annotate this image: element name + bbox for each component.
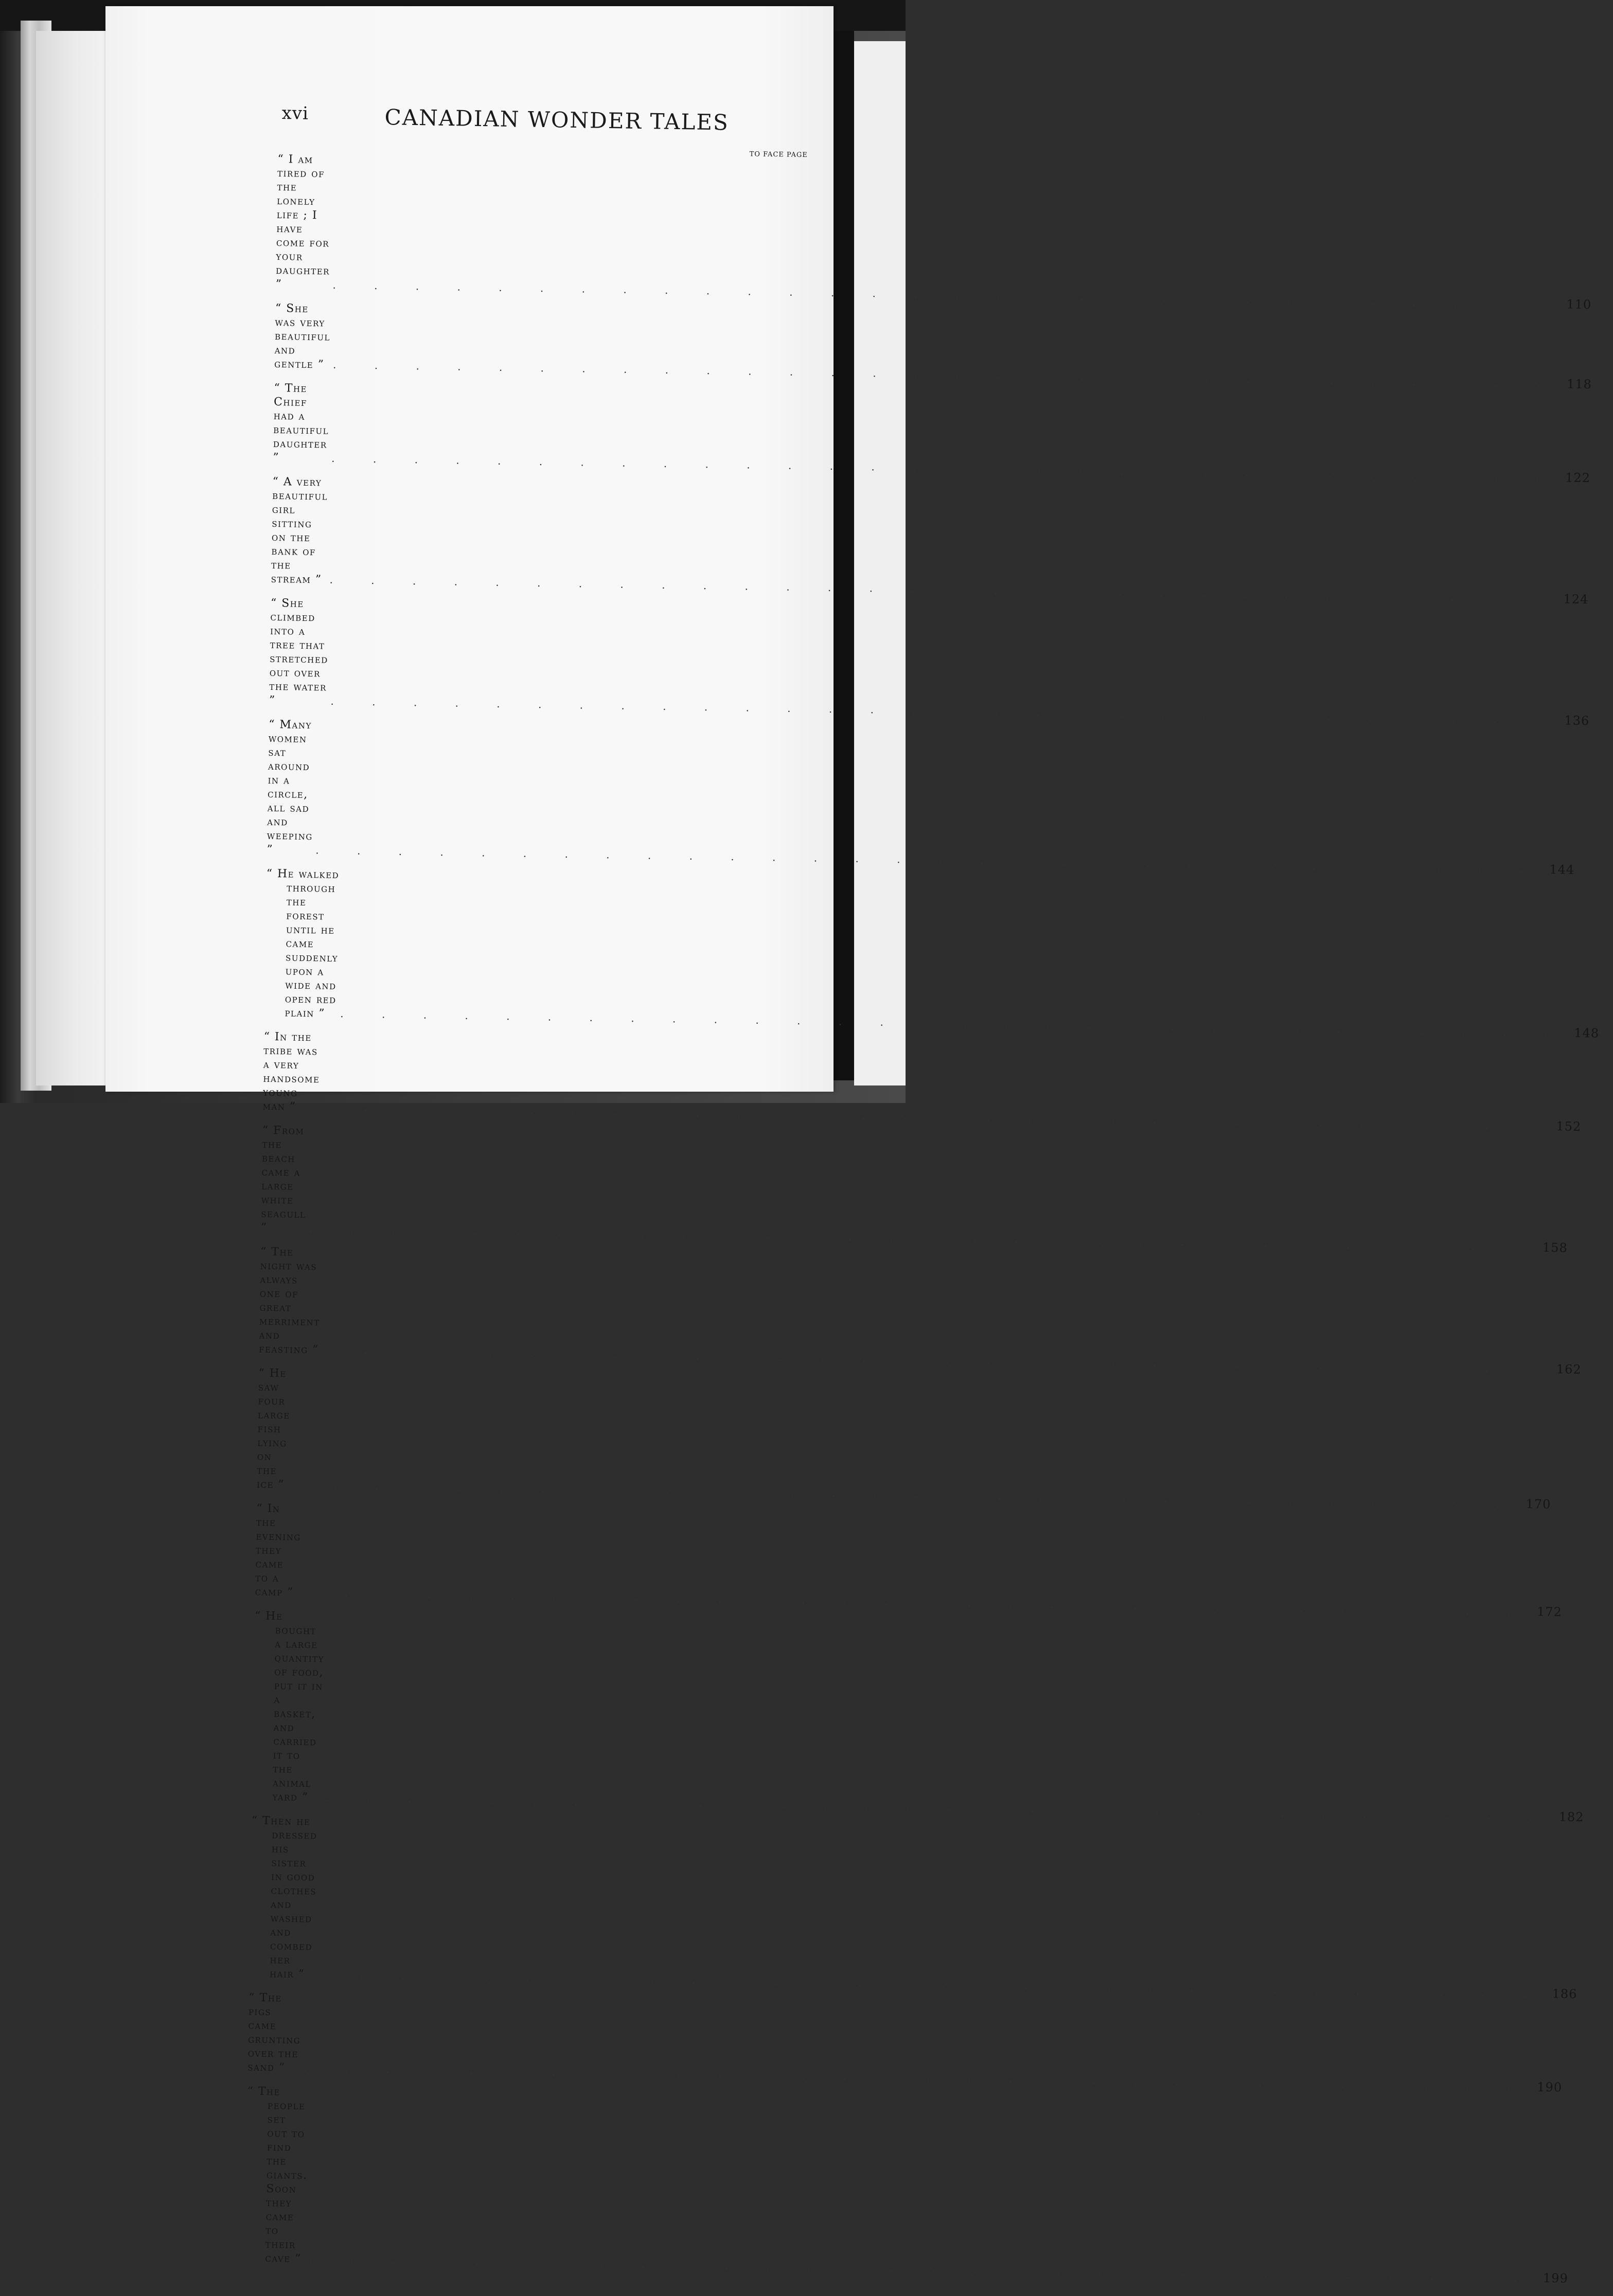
- page-number-roman: xvi: [281, 103, 309, 124]
- list-item: [267, 718, 1575, 877]
- facing-page-number: 136: [1564, 713, 1590, 728]
- dot-leader: . . . . . . . . . . . . . . . . . . . . . . . . . . . . . .: [331, 452, 1557, 484]
- running-head: [281, 103, 730, 146]
- facing-page-number: 158: [1542, 1240, 1568, 1255]
- illustration-caption: “ He bought a large quantity of food, put it in a basket, and carried it to the animal yard ”: [254, 1609, 325, 1804]
- facing-page-number: 186: [1552, 1986, 1577, 2002]
- illustration-caption: “ Then he dressed his sister in good clothes and washed and combed her hair ”: [251, 1814, 317, 1981]
- dot-leader: . . . . . . . . . . . . . . . . . . . . . . . . . . . . . .: [330, 695, 1556, 727]
- dot-leader: . . . . . . . . . . . . . . . . . . . . . . . . . . . . . .: [303, 2061, 1529, 2093]
- dot-leader: . . . . . . . . . . . . . . . . . . . . . . . . . . . . . .: [340, 1007, 1566, 1039]
- dot-leader: . . . . . . . . . . . . . . . . . . . . . . . . . . . . . .: [292, 1478, 1517, 1510]
- illustration-caption: “ The pigs came grunting over the sand ”: [247, 1991, 301, 2074]
- illustration-caption: “ A very beautiful girl sitting on the bank of the stream ”: [271, 475, 328, 586]
- dot-leader: . . . . . . . . . . . . . . . . . . . . . . . . . . . . . .: [308, 1222, 1534, 1254]
- dot-leader: . . . . . . . . . . . . . . . . . . . . . . . . . . . . . .: [322, 1343, 1548, 1376]
- illustration-caption: “ Many women sat around in a circle, all sad and weeping ”: [267, 718, 313, 857]
- dot-leader: . . . . . . . . . . . . . . . . . . . . . . . . . . . . . .: [318, 1968, 1544, 2000]
- column-heading: TO FACE PAGE: [749, 150, 808, 159]
- facing-page-number: 170: [1526, 1497, 1551, 1512]
- book-gutter-shadow: [834, 31, 854, 1080]
- illustration-caption: “ He saw four large fish lying on the ice ”: [256, 1366, 290, 1491]
- list-item: [260, 1124, 1568, 1255]
- illustration-caption: “ The Chief had a beautiful daughter ”: [273, 381, 329, 465]
- illustration-caption: “ He walked through the forest until he came suddenly upon a wide and open red plain ”: [266, 867, 340, 1020]
- facing-page-number: 144: [1549, 862, 1575, 877]
- illustration-caption: “ She climbed into a tree that stretched out over the water ”: [269, 596, 329, 707]
- list-of-illustrations: [244, 143, 1600, 2286]
- illustration-caption: “ I am tired of the lonely life ; I have come for your daughter ”: [275, 152, 330, 291]
- dot-leader: . . . . . . . . . . . . . . . . . . . . . . . . . . . . . .: [309, 2252, 1535, 2284]
- book-title: CANADIAN WONDER TALES: [384, 104, 730, 135]
- dot-leader: . . . . . . . . . . . . . . . . . . . . . . . . . . . . . .: [303, 1586, 1529, 1618]
- dot-leader: . . . . . . . . . . . . . . . . . . . . . . . . . . . . . .: [332, 358, 1558, 390]
- illustration-caption: “ The night was always one of great merriment and feasting ”: [258, 1245, 320, 1357]
- facing-page-number: 190: [1537, 2079, 1563, 2095]
- facing-page-number: 122: [1565, 470, 1591, 486]
- dot-leader: . . . . . . . . . . . . . . . . . . . . . . . . . . . . . .: [322, 1100, 1548, 1132]
- facing-page-number: 124: [1563, 592, 1589, 607]
- dot-leader: . . . . . . . . . . . . . . . . . . . . . . . . . . . . . .: [315, 844, 1541, 876]
- facing-page-number: 110: [1566, 297, 1592, 312]
- dot-leader: . . . . . . . . . . . . . . . . . . . . . . . . . . . . . .: [332, 278, 1558, 311]
- illustration-caption: “ In the evening they came to a camp ”: [255, 1502, 302, 1599]
- facing-page-number: 182: [1558, 1809, 1584, 1825]
- facing-page-number: 148: [1574, 1025, 1600, 1041]
- facing-page-number: 162: [1556, 1362, 1582, 1377]
- illustration-caption: “ She was very beautiful and gentle ”: [274, 301, 331, 371]
- facing-page-number: 152: [1556, 1119, 1582, 1134]
- list-item: [256, 1366, 1551, 1512]
- illustration-caption: “ From the beach came a large white seagull ”: [260, 1124, 306, 1234]
- facing-page-number: 172: [1536, 1604, 1563, 1619]
- facing-page-number: 199: [1543, 2271, 1569, 2286]
- illustration-entries: [244, 152, 1600, 2286]
- list-item: [247, 1991, 1563, 2095]
- dot-leader: . . . . . . . . . . . . . . . . . . . . . . . . . . . . . .: [329, 573, 1555, 606]
- illustration-caption: “ The people set out to find the giants. Soon they came to their cave ”: [247, 2085, 308, 2266]
- facing-page-number: 118: [1566, 377, 1592, 392]
- list-item: [275, 152, 1592, 312]
- list-item: [262, 1030, 1582, 1134]
- dot-leader: . . . . . . . . . . . . . . . . . . . . . . . . . . . . . .: [325, 1791, 1550, 1823]
- facing-page-edge: [854, 41, 906, 1085]
- illustration-caption: “ In the tribe was a very handsome young man ”: [262, 1030, 320, 1113]
